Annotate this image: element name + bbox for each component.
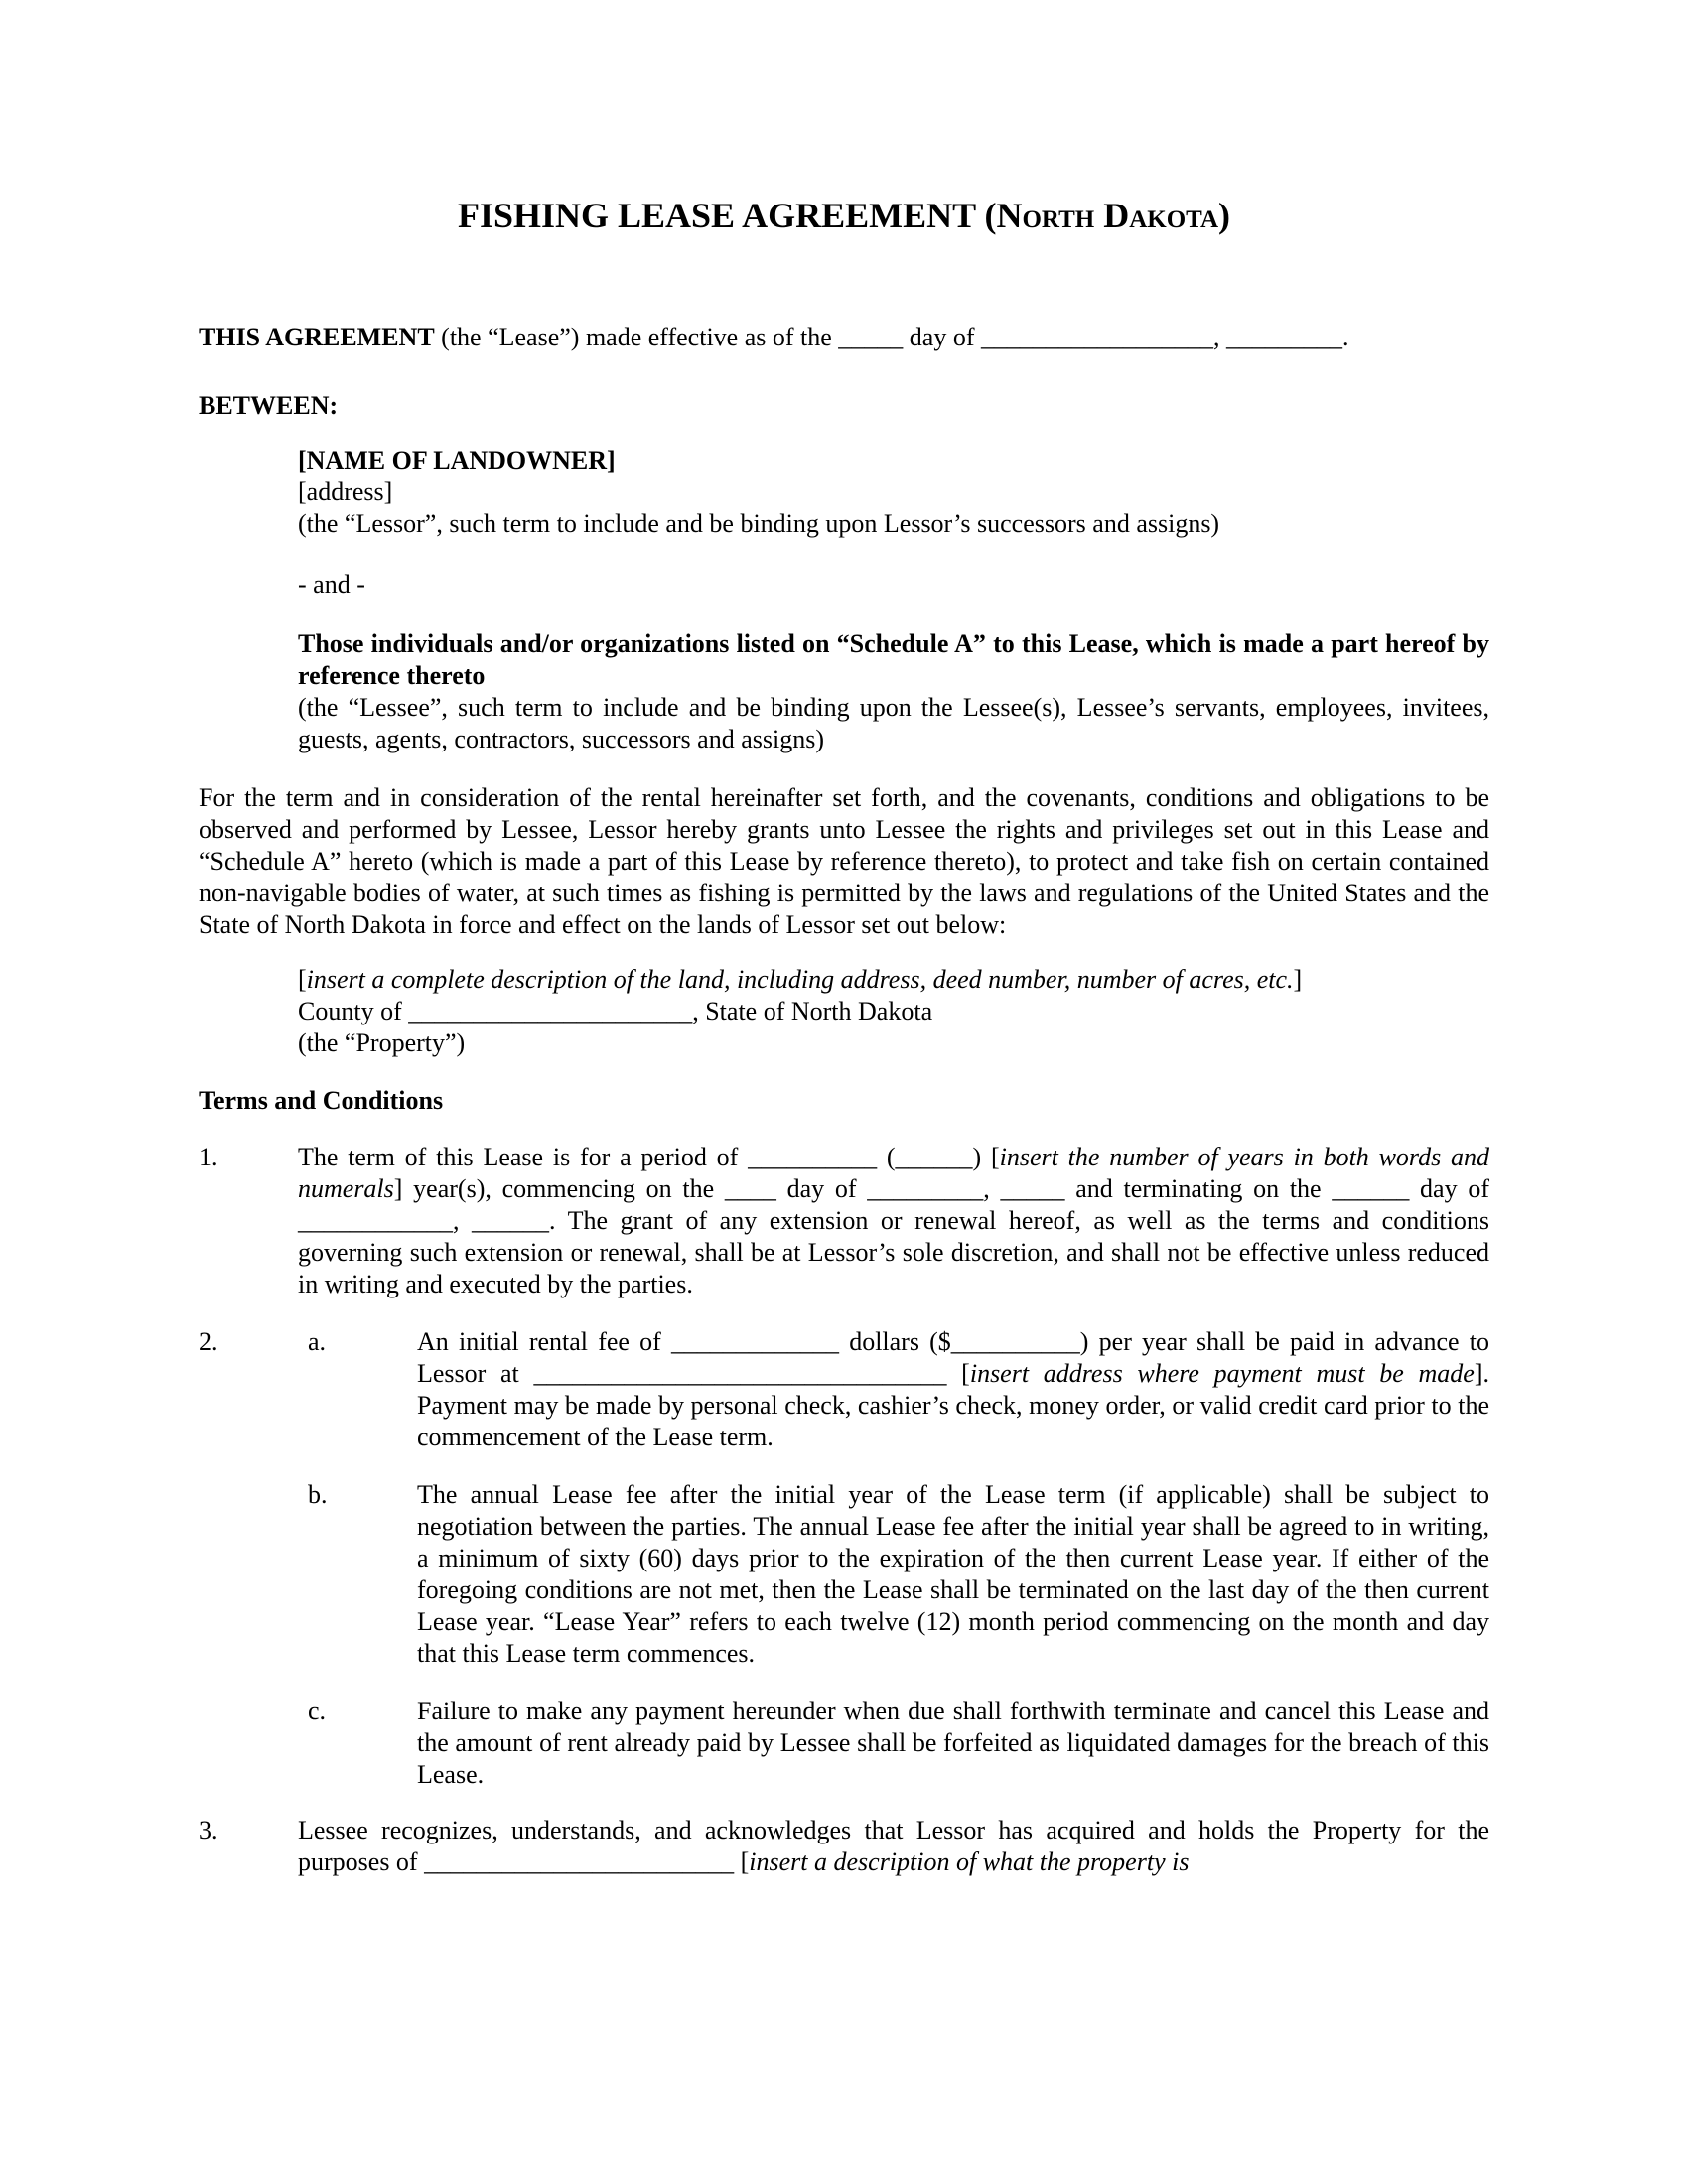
item-text: [298, 1142, 1489, 1300]
para-property-county: [199, 996, 1489, 1027]
text-run: insert address where payment must be made: [969, 1359, 1475, 1388]
item-2c: [199, 1696, 1489, 1791]
doc-title: [199, 195, 1489, 236]
text-run: For the term and in consideration of the rental hereinafter set forth, and the covenants, conditions and obligations to be observed and performed by Lessee, Lessor hereby grants unto Lessee the rights and privileges set out in this Lease and “Schedule A” hereto (which is made a part of this Lease by reference thereto), to protect and take fish on certain contained non-navigable bodies of water, at such times as fishing is permitted by the laws and regulations of the United States and the State of North Dakota in force and effect on the lands of Lessor set out below:: [199, 783, 1489, 939]
text-run: Terms and Conditions: [199, 1086, 444, 1115]
text-run: ] year(s), commencing on the ____ day of _________, _____ and terminating on the ______ day of ____________, ______. The grant of any extension or renewal hereof, as well as the terms and conditions governing such extension or renewal, shall be at Lessor’s sole discretion, and shall not be effective unless reduced in writing and executed by the parties.: [298, 1174, 1489, 1298]
text-run: insert a description of what the property is: [749, 1847, 1190, 1876]
para-landowner-name: [199, 445, 1489, 477]
item-3: [199, 1815, 1489, 1878]
item-number: [199, 1479, 298, 1670]
para-property-defined: [199, 1027, 1489, 1059]
text-run: County of ______________________, State of North Dakota: [298, 997, 933, 1025]
para-property-insert: [199, 964, 1489, 996]
para-and-separator: [199, 569, 1489, 601]
item-letter: b.: [308, 1480, 328, 1509]
item-letter: a.: [308, 1327, 327, 1356]
para-grant: [199, 782, 1489, 941]
text-run: The term of this Lease is for a period of __________ (______) [: [298, 1143, 1000, 1171]
text-run: [NAME OF LANDOWNER]: [298, 446, 616, 475]
text-run: ]. Payment may be made by personal check, cashier’s check, money order, or valid credit card prior to the commencement of the Lease term.: [417, 1359, 1489, 1451]
text-run: The annual Lease fee after the initial year of the Lease term (if applicable) shall be subject to negotiation between the parties. The annual Lease fee after the initial year shall be agreed to in writing, a minimum of sixty (60) days prior to the expiration of the then current Lease year. If either of the foregoing conditions are not met, then the Lease shall be terminated on the last day of the then current Lease year. “Lease Year” refers to each twelve (12) month period commencing on the month and day that this Lease term commences.: [417, 1480, 1489, 1668]
para-lessee-paren: [199, 692, 1489, 755]
text-run: (the “Lease”) made effective as of the _____ day of __________________, _________.: [434, 323, 1349, 351]
item-1: [199, 1142, 1489, 1300]
text-run: THIS AGREEMENT: [199, 323, 435, 351]
text-run: Failure to make any payment hereunder when due shall forthwith terminate and cancel this Lease and the amount of rent already paid by Lessee shall be forfeited as liquidated damages for the breach of this Lease.: [417, 1697, 1489, 1789]
text-run: BETWEEN:: [199, 391, 339, 420]
text-run: (the “Lessee”, such term to include and be binding upon the Lessee(s), Lessee’s servants, employees, invitees, guests, agents, contractors, successors and assigns): [298, 693, 1489, 753]
para-landowner-address: [199, 477, 1489, 508]
item-number: 3.: [199, 1816, 218, 1844]
item-text: [417, 1479, 1489, 1670]
para-between: [199, 390, 1489, 422]
item-2a: [199, 1326, 1489, 1453]
para-lessor-defined: [199, 508, 1489, 540]
text-run: - and -: [298, 570, 365, 599]
text-run: An initial rental fee of _____________ dollars ($__________) per year shall be paid in advance to Lessor at ________________________________ [: [417, 1327, 1489, 1388]
text-run: ]: [1293, 965, 1303, 994]
item-number: 2.: [199, 1327, 218, 1356]
text-run: ): [1218, 196, 1231, 235]
item-2b: [199, 1479, 1489, 1670]
item-letter: c.: [308, 1697, 327, 1725]
text-run: Those individuals and/or organizations listed on “Schedule A” to this Lease, which is made a part hereof by reference thereto: [298, 629, 1489, 690]
text-run: FISHING LEASE AGREEMENT (: [457, 196, 997, 235]
text-run: (the “Lessor”, such term to include and be binding upon Lessor’s successors and assigns): [298, 509, 1220, 538]
text-run: [: [298, 965, 307, 994]
text-run: insert the number of years in both words and numerals: [298, 1143, 1489, 1203]
text-run: Lessee recognizes, understands, and acknowledges that Lessor has acquired and holds the Property for the purposes of ________________________ [: [298, 1816, 1489, 1876]
text-run: [address]: [298, 478, 393, 506]
item-number: [199, 1696, 298, 1791]
text-run: insert a complete description of the land, including address, deed number, number of acres, etc.: [306, 965, 1294, 994]
item-text: [417, 1696, 1489, 1791]
para-effective-date: [199, 322, 1489, 353]
item-text: [417, 1326, 1489, 1453]
item-text: [298, 1815, 1489, 1878]
text-run: North Dakota: [996, 196, 1219, 235]
item-number: 1.: [199, 1143, 218, 1171]
heading-terms: [199, 1085, 1489, 1117]
para-lessee-bold: [199, 628, 1489, 692]
text-run: (the “Property”): [298, 1028, 466, 1057]
